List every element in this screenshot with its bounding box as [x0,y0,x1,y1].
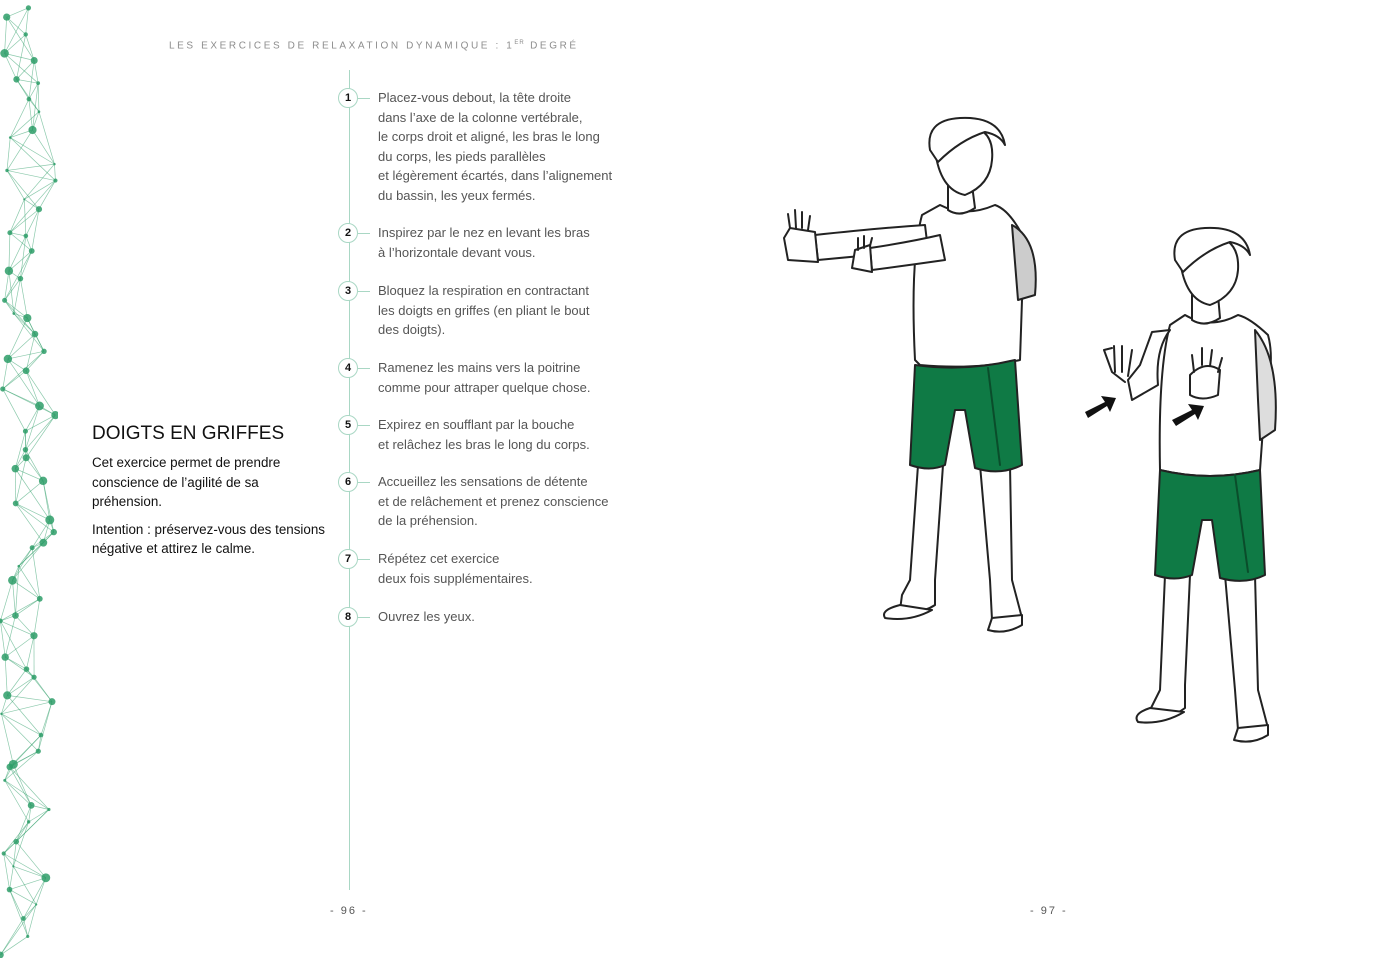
step-number: 3 [338,281,358,301]
exercise-description: Cet exercice permet de prendre conscience de l’agilité de sa préhension. [92,455,281,509]
step-text: Bloquez la respiration en contractant les doigts en griffes (en pliant le bout des doigts). [378,283,590,337]
step-connector [358,482,370,483]
network-pattern-icon [0,0,58,958]
exercise-intention: Intention : préservez-vous des tensions négative et attirez le calme. [92,521,325,556]
step-number: 5 [338,415,358,435]
step-number: 2 [338,223,358,243]
step-connector [358,291,370,292]
network-border-decoration [0,0,58,958]
page-number-right: - 97 - [1030,905,1068,917]
step-connector [358,559,370,560]
step-connector [358,98,370,99]
step-text: Ouvrez les yeux. [378,609,475,624]
step-number: 4 [338,358,358,378]
step-connector [358,233,370,234]
step-text: Placez-vous debout, la tête droite dans l’axe de la colonne vertébrale, le corps droit et aligné, les bras le long du corps, les pieds parallèles et légèrement écartés, dans l’alignement du bassin, les yeux fermés. [378,90,613,203]
step-connector [358,368,370,369]
step-number: 8 [338,607,358,627]
step-number: 7 [338,549,358,569]
exercise-intro [92,453,332,567]
step-connector [358,617,370,618]
figure-hands-to-chest [1104,228,1276,742]
running-head: LES EXERCICES DE RELAXATION DYNAMIQUE : 1ER DEGRÉ [169,40,579,52]
exercise-title: DOIGTS EN GRIFFES [92,423,285,444]
step-connector [358,425,370,426]
figure-arms-extended [784,118,1036,632]
step-text: Ramenez les mains vers la poitrine comme pour attraper quelque chose. [378,360,591,395]
exercise-illustration [760,110,1320,760]
step-text: Accueillez les sensations de détente et de relâchement et prenez conscience de la préhension. [378,474,609,528]
page-number-left: - 96 - [330,905,368,917]
step-text: Inspirez par le nez en levant les bras à l’horizontale devant vous. [378,225,590,260]
step-number: 6 [338,472,358,492]
step-text: Répétez cet exercice deux fois supplémentaires. [378,551,533,586]
step-number: 1 [338,88,358,108]
step-text: Expirez en soufflant par la bouche et relâchez les bras le long du corps. [378,417,590,452]
